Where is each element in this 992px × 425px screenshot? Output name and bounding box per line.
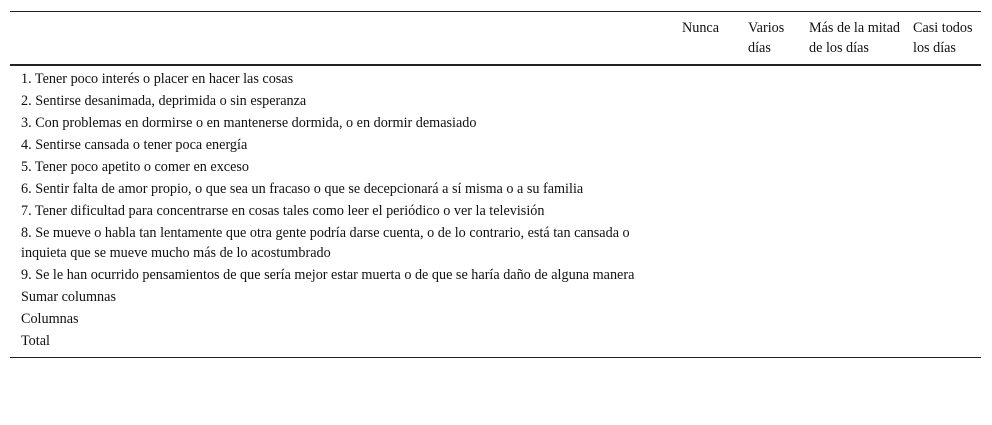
- cell-casi-todos: [907, 330, 981, 358]
- cell-varios-dias: [742, 134, 803, 156]
- row-label: 8. Se mueve o habla tan lentamente que otra gente podría darse cuenta, o de lo contrario, está tan cansada o inquieta que se mueve mucho más de lo acostumbrado: [21, 225, 630, 261]
- cell-varios-dias: [742, 178, 803, 200]
- cell-varios-dias: [742, 308, 803, 330]
- cell-nunca: [676, 222, 742, 264]
- row-label: 9. Se le han ocurrido pensamientos de que sería mejor estar muerta o de que se haría daño de alguna manera: [21, 267, 635, 283]
- table-row: [10, 264, 981, 286]
- cell-mas-de-la-mitad: [803, 156, 907, 178]
- row-label: 4. Sentirse cansada o tener poca energía: [21, 137, 248, 153]
- cell-varios-dias: [742, 286, 803, 308]
- questionnaire-table: [10, 11, 981, 358]
- cell-nunca: [676, 65, 742, 90]
- table-row-columnas: [10, 308, 981, 330]
- table-row: [10, 112, 981, 134]
- cell-mas-de-la-mitad: [803, 222, 907, 264]
- cell-nunca: [676, 286, 742, 308]
- table-row: [10, 65, 981, 90]
- cell-varios-dias: [742, 90, 803, 112]
- cell-varios-dias: [742, 65, 803, 90]
- cell-mas-de-la-mitad: [803, 330, 907, 358]
- cell-casi-todos: [907, 308, 981, 330]
- cell-nunca: [676, 264, 742, 286]
- row-label: 5. Tener poco apetito o comer en exceso: [21, 159, 250, 175]
- table-row: [10, 178, 981, 200]
- cell-mas-de-la-mitad: [803, 65, 907, 90]
- table-row: [10, 156, 981, 178]
- row-label: 2. Sentirse desanimada, deprimida o sin esperanza: [21, 93, 307, 109]
- table-row: [10, 200, 981, 222]
- cell-mas-de-la-mitad: [803, 178, 907, 200]
- row-label: Sumar columnas: [21, 289, 116, 305]
- table-header: [10, 12, 981, 66]
- cell-nunca: [676, 330, 742, 358]
- cell-casi-todos: [907, 286, 981, 308]
- row-label: 7. Tener dificultad para concentrarse en cosas tales como leer el periódico o ver la televisión: [21, 203, 545, 219]
- cell-mas-de-la-mitad: [803, 134, 907, 156]
- cell-varios-dias: [742, 222, 803, 264]
- row-label: 6. Sentir falta de amor propio, o que sea un fracaso o que se decepcionará a sí misma o a su familia: [21, 181, 584, 197]
- row-label: Total: [21, 333, 50, 349]
- cell-casi-todos: [907, 222, 981, 264]
- cell-mas-de-la-mitad: [803, 112, 907, 134]
- cell-casi-todos: [907, 90, 981, 112]
- table-row: [10, 134, 981, 156]
- cell-mas-de-la-mitad: [803, 308, 907, 330]
- table-body: [10, 65, 981, 358]
- row-label: 1. Tener poco interés o placer en hacer las cosas: [21, 71, 294, 87]
- cell-casi-todos: [907, 156, 981, 178]
- cell-varios-dias: [742, 330, 803, 358]
- cell-casi-todos: [907, 264, 981, 286]
- header-item: [10, 12, 676, 66]
- questionnaire-table-container: [10, 11, 981, 358]
- header-nunca: Nunca: [682, 20, 720, 36]
- cell-nunca: [676, 112, 742, 134]
- cell-casi-todos: [907, 200, 981, 222]
- row-label: 3. Con problemas en dormirse o en mantenerse dormida, o en dormir demasiado: [21, 115, 477, 131]
- table-row-sumar-columnas: [10, 286, 981, 308]
- table-row: [10, 222, 981, 264]
- header-varios-dias: Varios días: [748, 20, 785, 56]
- cell-nunca: [676, 308, 742, 330]
- header-mas-de-la-mitad: Más de la mitad de los días: [809, 20, 901, 56]
- header-casi-todos: Casi todos los días: [913, 20, 973, 56]
- cell-varios-dias: [742, 112, 803, 134]
- cell-mas-de-la-mitad: [803, 264, 907, 286]
- cell-varios-dias: [742, 200, 803, 222]
- cell-casi-todos: [907, 178, 981, 200]
- cell-nunca: [676, 134, 742, 156]
- cell-mas-de-la-mitad: [803, 286, 907, 308]
- table-row-total: [10, 330, 981, 358]
- cell-mas-de-la-mitad: [803, 90, 907, 112]
- row-label: Columnas: [21, 311, 79, 327]
- cell-nunca: [676, 90, 742, 112]
- header-row: [10, 12, 981, 66]
- cell-varios-dias: [742, 264, 803, 286]
- cell-nunca: [676, 178, 742, 200]
- cell-nunca: [676, 156, 742, 178]
- cell-casi-todos: [907, 112, 981, 134]
- cell-varios-dias: [742, 156, 803, 178]
- cell-nunca: [676, 200, 742, 222]
- cell-casi-todos: [907, 65, 981, 90]
- cell-mas-de-la-mitad: [803, 200, 907, 222]
- cell-casi-todos: [907, 134, 981, 156]
- table-row: [10, 90, 981, 112]
